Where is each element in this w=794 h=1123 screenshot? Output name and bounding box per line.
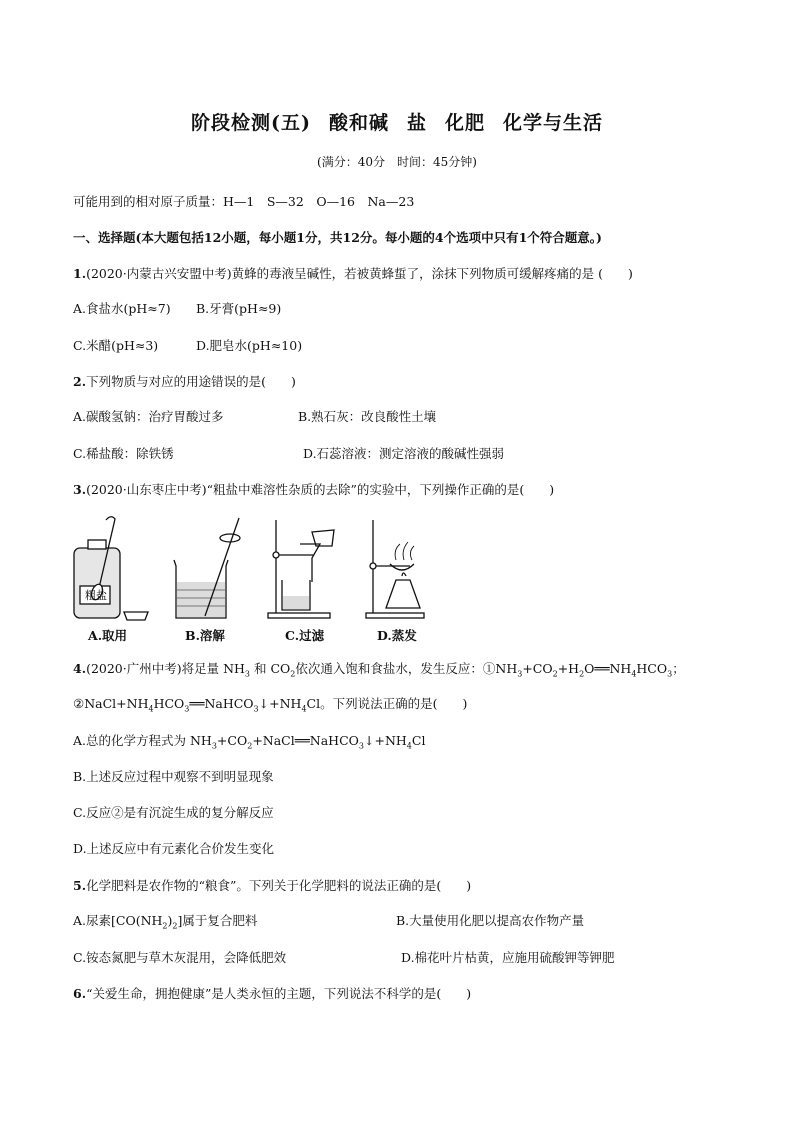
q4-text-part: 依次通入饱和食盐水，发生反应：①NH [295,661,518,676]
q4-text-part: ══NaHCO [189,696,254,711]
q1-option-c: C.米醋(pH≈3) [73,338,159,353]
question-2-text: 下列物质与对应的用途错误的是( ) [86,374,296,389]
q4-text-part: HCO [153,696,185,711]
q4-sub: 4 [631,669,637,679]
question-1-text: (2020·内蒙古兴安盟中考)黄蜂的毒液呈碱性，若被黄蜂蜇了，涂抹下列物质可缓解疼痛的是 ( ) [86,266,633,281]
q5a-text-part: ) [167,913,173,928]
q4-text-part: +H [557,661,580,676]
q4-option-c: C.反应②是有沉淀生成的复分解反应 [73,805,274,820]
q3-option-d: D.蒸发 [377,628,417,643]
q4-sub: 3 [667,669,673,679]
q4-sub: 4 [301,704,307,714]
jar-label: 粗盐 [85,589,107,602]
q5a-sub: 2 [172,921,178,931]
q4-text-part: ②NaCl+NH [73,696,149,711]
lab-operations-figure [66,510,446,640]
q4a-text-part: Cl [411,733,426,748]
question-1-stem [73,264,633,282]
q4a-text-part: +NaCl══NaHCO [252,733,359,748]
atomic-masses: 可能用到的相对原子质量：H—1 S—32 O—16 Na—23 [73,194,415,209]
question-5-text: 化学肥料是农作物的“粮食”。下列关于化学肥料的说法正确的是( ) [86,878,472,893]
dissolving-beaker-illustration [174,518,240,618]
q4-sub: 2 [579,669,585,679]
title-main: 阶段检测(五) [190,112,311,134]
q4a-sub: 2 [247,741,253,751]
section-heading: 一、选择题(本大题包括12小题，每小题1分，共12分。每小题的4个选项中只有1个符合题意。) [73,230,602,245]
question-6-stem [73,984,471,1002]
exam-info: (满分：40分 时间：45分钟) [317,155,477,169]
question-3-stem [73,480,554,498]
q4-text-part: 和 CO [250,661,291,676]
question-3-text: (2020·山东枣庄中考)“粗盐中难溶性杂质的去除”的实验中，下列操作正确的是( ) [86,482,555,497]
q4-text-part: HCO [636,661,668,676]
title-part-1: 酸和碱 [328,112,389,134]
question-4-number: 4. [73,661,87,676]
q4-text-part: O══NH [584,661,632,676]
title-part-2: 盐 [406,112,427,134]
question-4-stem-line-1 [73,659,685,679]
evaporation-illustration [366,520,424,618]
q2-option-b: B.熟石灰：改良酸性土壤 [298,409,437,424]
question-5-stem [73,876,471,894]
question-3-number: 3. [73,482,87,497]
q4a-sub: 3 [211,741,217,751]
question-2-number: 2. [73,374,87,389]
q4-sub: 3 [517,669,523,679]
q4-option-d: D.上述反应中有元素化合价发生变化 [73,841,275,856]
q4a-text-part: +CO [216,733,248,748]
title-part-4: 化学与生活 [503,112,604,134]
q4-sub: 2 [552,669,558,679]
q4-option-b: B.上述反应过程中观察不到明显现象 [73,769,274,784]
q5a-text-part: ]属于复合肥料 [177,913,258,928]
q4-text-part: +CO [522,661,553,676]
page-title [0,108,794,135]
reagent-jar-illustration [74,517,148,620]
q2-option-d: D.石蕊溶液：测定溶液的酸碱性强弱 [303,446,505,461]
q4-sub: 3 [253,704,259,714]
q3-option-a: A.取用 [88,628,128,643]
q4-sub: 2 [290,669,296,679]
q4a-sub: 4 [406,741,412,751]
q5-option-a [73,911,257,931]
q4-text-part: ； [672,661,685,676]
filtration-illustration [268,520,334,618]
question-5-number: 5. [73,878,87,893]
question-6-text: “关爱生命，拥抱健康”是人类永恒的主题，下列说法不科学的是( ) [86,986,472,1001]
q5-option-c: C.铵态氮肥与草木灰混用，会降低肥效 [73,950,287,965]
q4a-text-part: A.总的化学方程式为 NH [73,733,212,748]
q1-option-a: A.食盐水(pH≈7) [73,301,171,316]
q4-option-a [73,731,425,751]
q4-sub: 4 [148,704,154,714]
q3-option-b: B.溶解 [185,628,225,643]
q4-text-part: (2020·广州中考)将足量 NH [86,661,245,676]
question-2-stem [73,372,296,390]
q4-sub: 3 [184,704,190,714]
question-1-number: 1. [73,266,87,281]
title-part-3: 化肥 [444,112,485,134]
question-6-number: 6. [73,986,87,1001]
q3-option-c: C.过滤 [285,628,325,643]
q5a-sub: 2 [162,921,168,931]
q4-text-part: ↓+NH [258,696,302,711]
q4a-text-part: ↓+NH [364,733,407,748]
q4-text-part: Cl。下列说法正确的是( ) [306,696,468,711]
q5-option-b: B.大量使用化肥以提高农作物产量 [396,913,585,928]
q4-sub: 3 [244,669,251,679]
q1-option-b: B.牙膏(pH≈9) [196,301,282,316]
q2-option-c: C.稀盐酸：除铁锈 [73,446,174,461]
q5-option-d: D.棉花叶片枯黄，应施用硫酸钾等钾肥 [401,950,615,965]
q2-option-a: A.碳酸氢钠：治疗胃酸过多 [73,409,224,424]
q1-option-d: D.肥皂水(pH≈10) [196,338,303,353]
q5a-text-part: A.尿素[CO(NH [73,913,163,928]
q4a-sub: 3 [358,741,364,751]
question-4-stem-line-2 [73,694,467,714]
